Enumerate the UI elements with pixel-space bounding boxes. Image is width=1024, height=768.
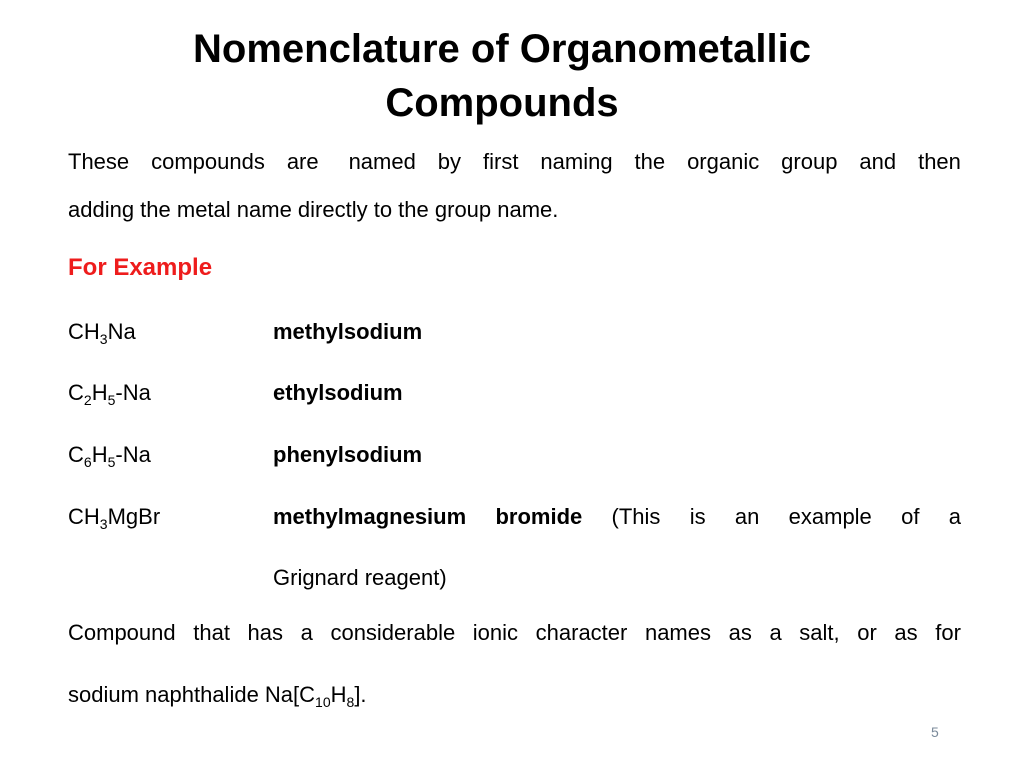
formula: $CH_3Na$ — [68, 319, 136, 347]
word: an — [734, 504, 760, 529]
word: naming — [540, 149, 613, 174]
formula: $CH_3MgBr$ — [68, 504, 161, 532]
word: considerable — [330, 620, 456, 645]
word: These — [68, 149, 130, 174]
outro-line-1 — [68, 618, 961, 648]
word: then — [918, 149, 961, 174]
word: named — [348, 149, 416, 174]
title-line-1: Nomenclature of Organometallic — [193, 27, 811, 71]
compound-name: bromide — [495, 504, 583, 529]
word: by — [437, 149, 462, 174]
compound-name: phenylsodium — [273, 442, 423, 467]
word: as — [728, 620, 752, 645]
formula: $C_2H_5-Na$ — [68, 380, 151, 408]
outro-paragraph — [68, 618, 961, 710]
word: and — [859, 149, 897, 174]
word: for — [935, 620, 961, 645]
title-line-2: Compounds — [385, 81, 619, 125]
page-title — [0, 22, 1014, 130]
outro-line-2: sodium naphthalide $Na[C_{10}H_8]$. — [68, 682, 367, 710]
word: character — [535, 620, 628, 645]
compound-name-line-1 — [273, 502, 961, 532]
intro-line-2: adding the metal name directly to the group name. — [68, 197, 559, 222]
word: example — [788, 504, 872, 529]
word: salt, — [799, 620, 840, 645]
word: compounds — [151, 149, 265, 174]
word: the — [634, 149, 666, 174]
intro-line-1 — [68, 138, 961, 186]
page-number: 5 — [931, 724, 939, 740]
word: as — [894, 620, 918, 645]
word: group — [781, 149, 838, 174]
compound-note-line-2: Grignard reagent) — [273, 565, 447, 590]
word: a — [300, 620, 313, 645]
word: a — [948, 504, 961, 529]
word: are — [286, 149, 319, 174]
word: is — [689, 504, 706, 529]
compound-name: methylmagnesium — [273, 504, 467, 529]
intro-paragraph — [68, 138, 961, 234]
compound-name: ethylsodium — [273, 380, 403, 405]
word: first — [483, 149, 519, 174]
compound-name: methylsodium — [273, 319, 423, 344]
word: (This — [611, 504, 661, 529]
word: has — [247, 620, 284, 645]
word: names — [644, 620, 711, 645]
word: a — [769, 620, 782, 645]
word: organic — [687, 149, 760, 174]
example-heading: For Example — [68, 254, 213, 281]
word: or — [857, 620, 877, 645]
formula: $C_6H_5-Na$ — [68, 442, 151, 470]
word: Compound — [68, 620, 176, 645]
example-row — [68, 502, 961, 602]
word: of — [901, 504, 920, 529]
word: ionic — [472, 620, 519, 645]
word: that — [193, 620, 230, 645]
